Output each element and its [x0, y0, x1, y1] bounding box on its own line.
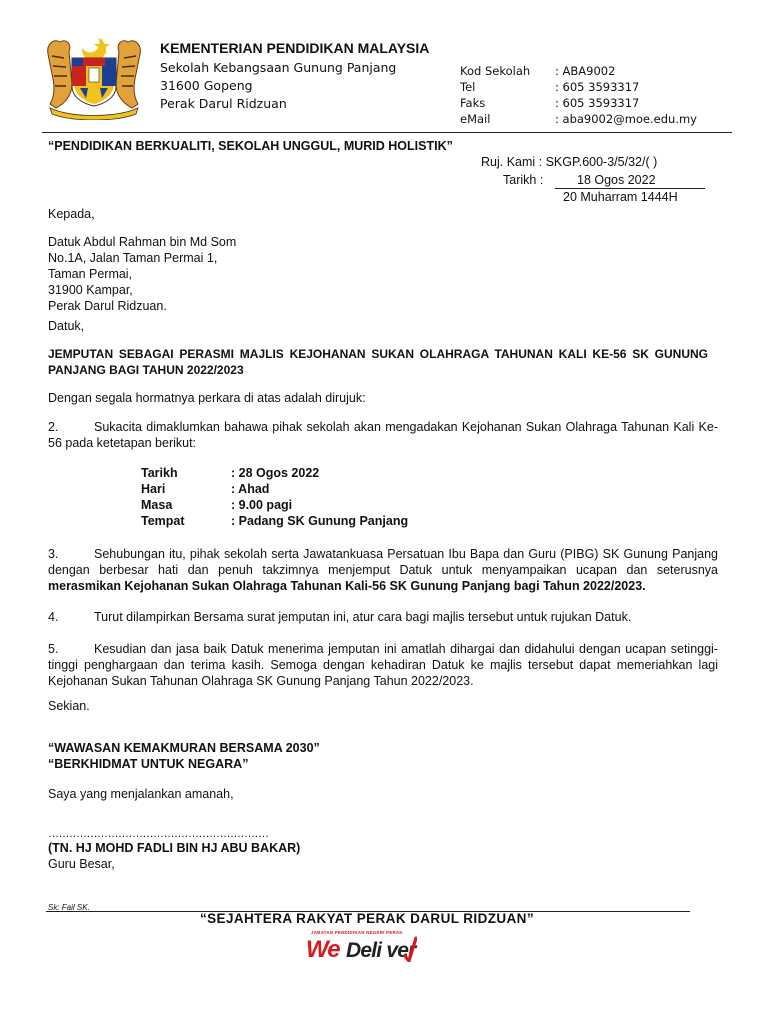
kepada-label: Kepada,: [48, 207, 95, 221]
event-detail-label: Tarikh: [141, 466, 178, 480]
event-details-table: [141, 465, 408, 529]
addressee-block: [48, 234, 236, 314]
contact-label: Tel: [460, 80, 476, 94]
closing-word: Sekian.: [48, 699, 90, 713]
contact-block: [460, 63, 740, 127]
reference-number: Ruj. Kami : SKGP.600-3/5/32/( ): [481, 155, 658, 169]
date-value: 18 Ogos 2022: [577, 173, 656, 187]
event-detail-value: : Padang SK Gunung Panjang: [231, 514, 409, 528]
signature-dotted-line: ………………………………………………………: [48, 828, 269, 840]
ministry-title: KEMENTERIAN PENDIDIKAN MALAYSIA: [160, 40, 430, 56]
letter-subject: JEMPUTAN SEBAGAI PERASMI MAJLIS KEJOHANAN SUKAN OLAHRAGA TAHUNAN KALI KE-56 SK GUNUNG PANJANG BAGI TAHUN 2022/2023: [48, 347, 708, 377]
contact-label: Faks: [460, 96, 486, 110]
slogan-wawasan: “WAWASAN KEMAKMURAN BERSAMA 2030”: [48, 741, 320, 755]
logo-we: We: [306, 936, 340, 963]
addressee-line: No.1A, Jalan Taman Permai 1,: [48, 251, 218, 265]
contact-value: : 605 3593317: [555, 80, 640, 94]
para-4-number: 4.: [48, 610, 59, 624]
footer-slogan: “SEJAHTERA RAKYAT PERAK DARUL RIDZUAN”: [200, 911, 534, 926]
para-3-bold: merasmikan Kejohanan Sukan Olahraga Tahunan Kali-56 SK Gunung Panjang bagi Tahun 2022/2023.: [48, 579, 646, 593]
jata-negara-crest: [42, 34, 146, 120]
event-detail-value: : Ahad: [231, 482, 270, 496]
addressee-line: Perak Darul Ridzuan.: [48, 299, 167, 313]
hijri-date: 20 Muharram 1444H: [563, 190, 678, 204]
logo-deliver: Deli ver: [346, 939, 416, 962]
check-mark-icon: [403, 936, 417, 962]
event-detail-label: Masa: [141, 498, 173, 512]
contact-row: [460, 111, 740, 127]
contact-value: : ABA9002: [555, 64, 616, 78]
signatory-name: (TN. HJ MOHD FADLI BIN HJ ABU BAKAR): [48, 841, 301, 855]
para-3-body: Sehubungan itu, pihak sekolah serta Jawatankuasa Persatuan Ibu Bapa dan Guru (PIBG) SK Gunung Panjang dengan berbesar hati dan penuh takzimnya menjemput Datuk untuk menyampaikan ucapan dan seterusnya: [48, 547, 718, 577]
addressee-line: Taman Permai,: [48, 267, 133, 281]
slogan-berkhidmat: “BERKHIDMAT UNTUK NEGARA”: [48, 757, 249, 771]
contact-row: [460, 63, 740, 79]
para-2-text: Sukacita dimaklumkan bahawa pihak sekolah akan mengadakan Kejohanan Sukan Olahraga Tahunan Kali Ke-56 pada ketetapan berikut:: [48, 420, 718, 450]
contact-row: [460, 95, 740, 111]
para-5-number: 5.: [48, 642, 59, 656]
event-detail-label: Hari: [141, 482, 166, 496]
school-name: Sekolah Kebangsaan Gunung Panjang: [160, 60, 397, 75]
school-motto: “PENDIDIKAN BERKUALITI, SEKOLAH UNGGUL, MURID HOLISTIK”: [48, 139, 453, 153]
amanah-line: Saya yang menjalankan amanah,: [48, 787, 234, 801]
contact-label: Kod Sekolah: [460, 64, 531, 78]
para-3-number: 3.: [48, 547, 59, 561]
cc-note: Sk: Fail SK.: [48, 903, 90, 912]
contact-row: [460, 79, 740, 95]
para-4-text: Turut dilampirkan Bersama surat jemputan ini, atur cara bagi majlis tersebut untuk rujukan Datuk.: [94, 610, 632, 624]
event-detail-value: : 28 Ogos 2022: [231, 466, 320, 480]
school-state: Perak Darul Ridzuan: [160, 96, 287, 111]
salutation: Datuk,: [48, 319, 85, 333]
addressee-line: Datuk Abdul Rahman bin Md Som: [48, 235, 237, 249]
event-detail-label: Tempat: [141, 514, 185, 528]
para-2-number: 2.: [48, 420, 59, 434]
date-label: Tarikh :: [503, 173, 544, 187]
header-divider: [42, 132, 732, 133]
opening-line: Dengan segala hormatnya perkara di atas adalah dirujuk:: [48, 391, 366, 405]
addressee-line: 31900 Kampar,: [48, 283, 133, 297]
para-5-text: Kesudian dan jasa baik Datuk menerima jemputan ini amatlah dihargai dan didahului dengan ucapan setinggi-tinggi penghargaan dan terima kasih. Semoga dengan kehadiran Datuk ke majlis tersebut dapat memeriahkan lagi Kejohanan Sukan Tahunan Olahraga SK Gunung Panjang Tahun 2022/2023.: [48, 642, 718, 688]
event-detail-row: [141, 497, 408, 513]
event-detail-row: [141, 465, 408, 481]
signatory-position: Guru Besar,: [48, 857, 115, 871]
contact-value: : aba9002@moe.edu.my: [555, 112, 697, 126]
para-3-text: [48, 546, 718, 594]
event-detail-row: [141, 513, 408, 529]
event-detail-row: [141, 481, 408, 497]
contact-value: : 605 3593317: [555, 96, 640, 110]
event-detail-value: : 9.00 pagi: [231, 498, 293, 512]
school-postcode-town: 31600 Gopeng: [160, 78, 253, 93]
we-deliver-logo: [306, 930, 451, 966]
logo-caption: JABATAN PENDIDIKAN NEGERI PERAK: [311, 930, 403, 935]
contact-label: eMail: [460, 112, 491, 126]
